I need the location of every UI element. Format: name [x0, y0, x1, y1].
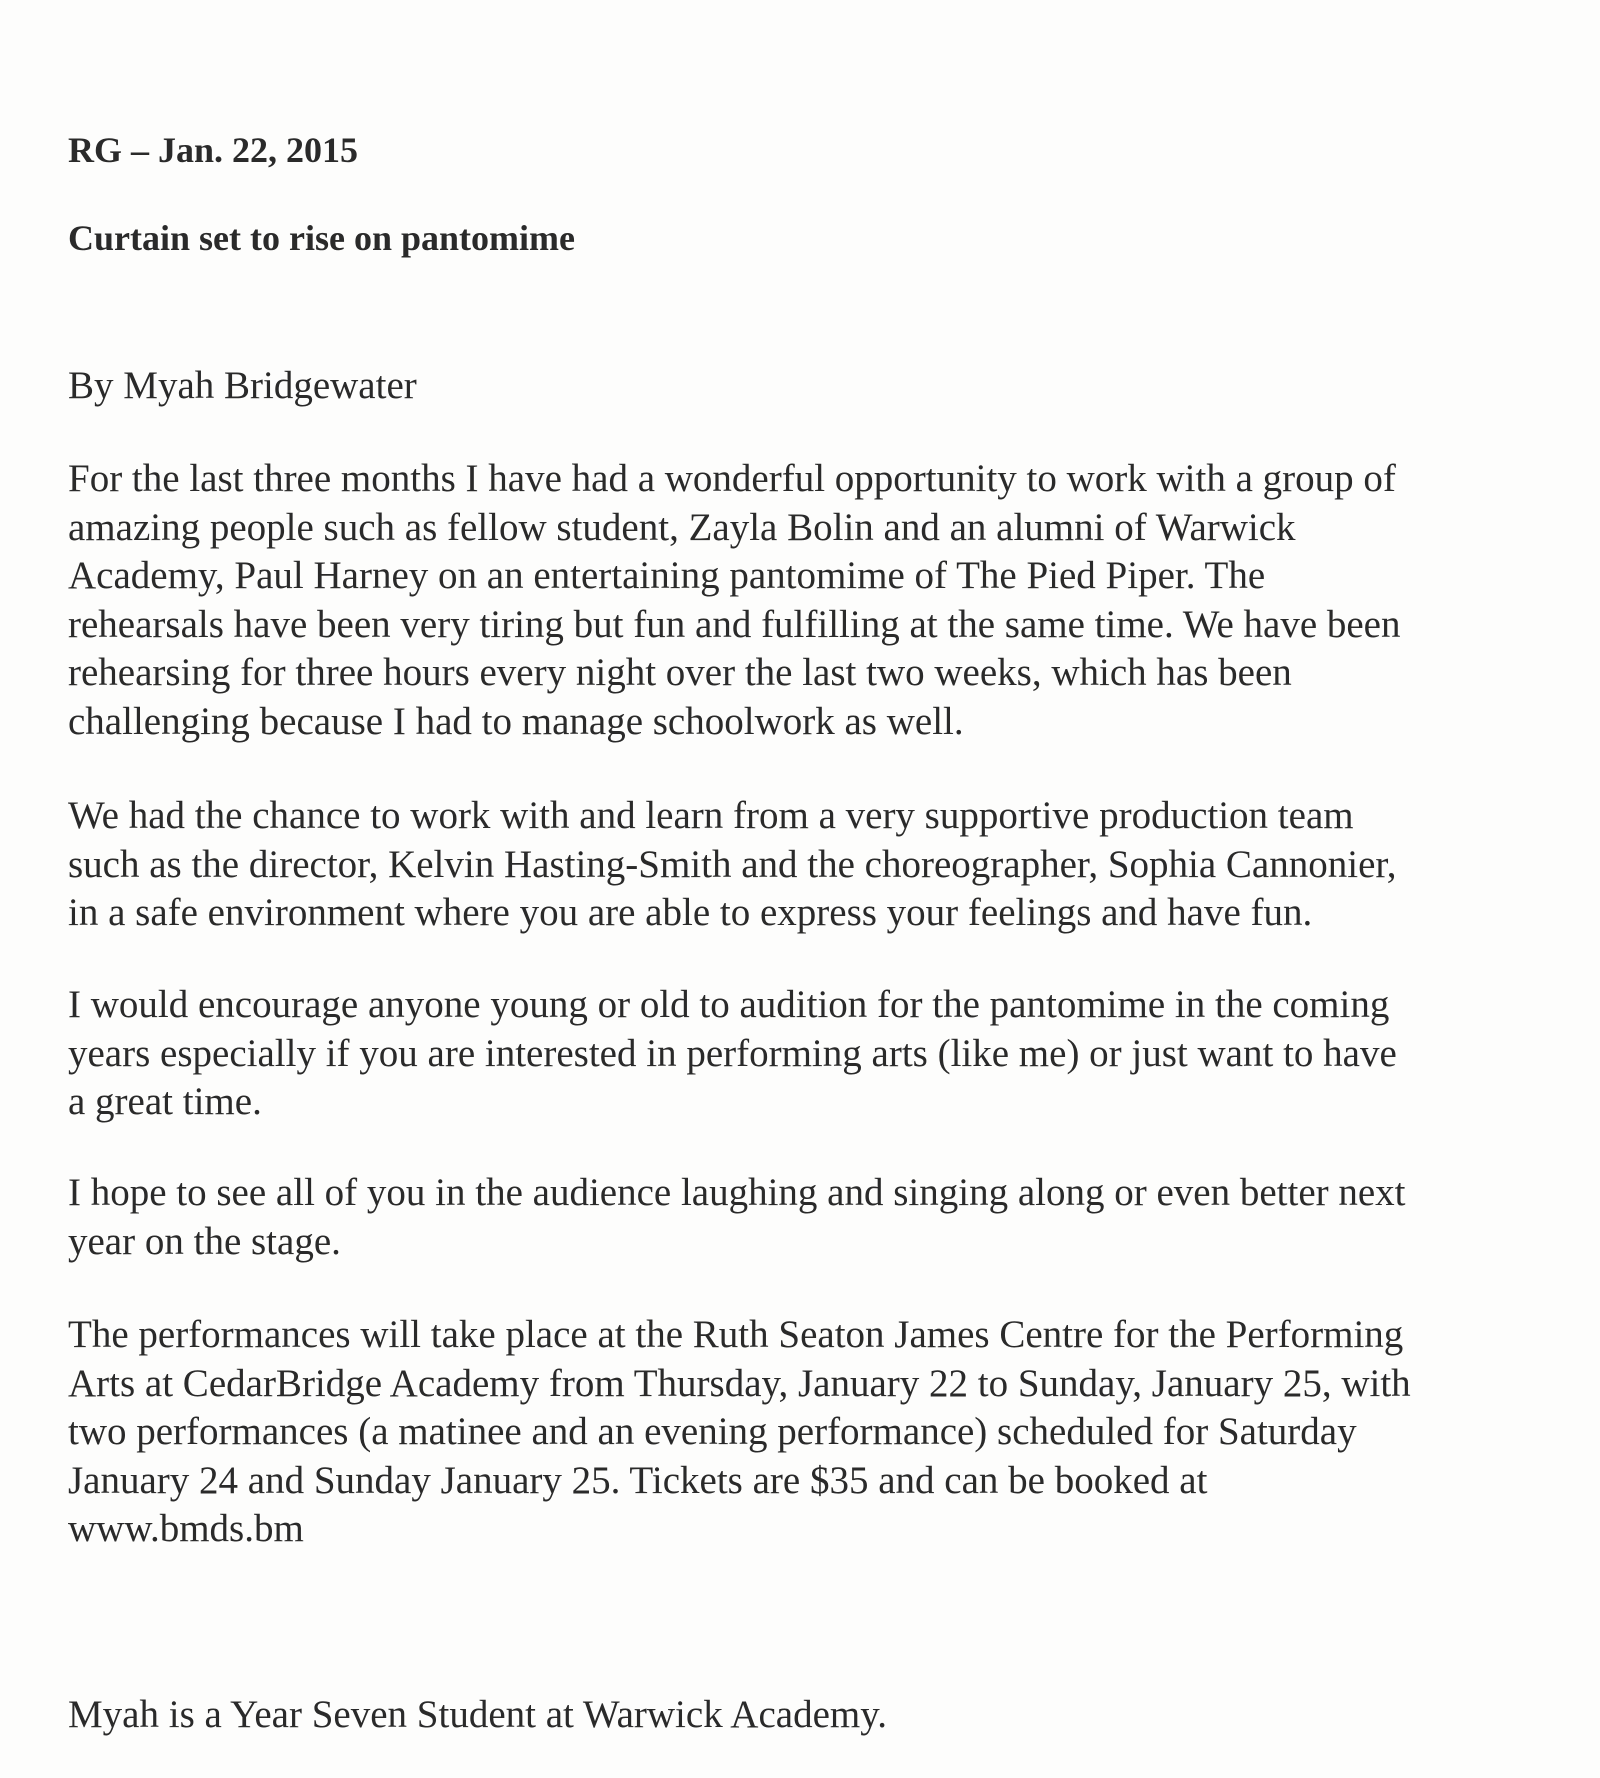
paragraph-line: January 24 and Sunday January 25. Tickets are $35 and can be booked at: [68, 1458, 1208, 1502]
paragraph-line: We had the chance to work with and learn from a very supportive production team: [68, 794, 1354, 837]
paragraph-line: Academy, Paul Harney on an entertaining pantomime of The Pied Piper. The: [68, 554, 1266, 597]
paragraph-line: in a safe environment where you are able to express your feelings and have fun.: [68, 891, 1313, 934]
paragraph-line: rehearsals have been very tiring but fun and fulfilling at the same time. We have been: [68, 602, 1401, 646]
header-date: RG – Jan. 22, 2015: [68, 130, 359, 170]
headline: Curtain set to rise on pantomime: [68, 218, 575, 258]
paragraph-line: years especially if you are interested in performing arts (like me) or just want to have: [68, 1031, 1397, 1075]
paragraph-line: rehearsing for three hours every night over the last two weeks, which has been: [68, 651, 1292, 694]
paragraph-encourage: [68, 981, 1548, 1127]
paragraph-line: such as the director, Kelvin Hasting-Smith and the choreographer, Sophia Cannonier,: [68, 842, 1397, 886]
paragraph-rehearsals: [68, 455, 1548, 746]
paragraph-line: I hope to see all of you in the audience laughing and singing along or even better next: [68, 1171, 1406, 1214]
paragraph-line: two performances (a matinee and an evening performance) scheduled for Saturday: [68, 1410, 1357, 1453]
paragraph-production-team: [68, 792, 1548, 938]
paragraph-line: Arts at CedarBridge Academy from Thursday, January 22 to Sunday, January 25, with: [68, 1361, 1411, 1405]
byline: By Myah Bridgewater: [68, 364, 417, 407]
paragraph-hope: [68, 1169, 1548, 1266]
paragraph-line: For the last three months I have had a wonderful opportunity to work with a group of: [68, 457, 1396, 500]
paragraph-line: Myah is a Year Seven Student at Warwick Academy.: [68, 1693, 887, 1736]
paragraph-performances: [68, 1311, 1548, 1554]
paragraph-line: year on the stage.: [68, 1219, 341, 1263]
paragraph-author-bio: [68, 1691, 1548, 1740]
paragraph-line: a great time.: [68, 1080, 262, 1123]
paragraph-line: amazing people such as fellow student, Zayla Bolin and an alumni of Warwick: [68, 505, 1296, 549]
paragraph-line: challenging because I had to manage schoolwork as well.: [68, 699, 964, 743]
paragraph-line: The performances will take place at the Ruth Seaton James Centre for the Performing: [68, 1313, 1404, 1356]
paragraph-line: www.bmds.bm: [68, 1507, 304, 1550]
paragraph-line: I would encourage anyone young or old to audition for the pantomime in the coming: [68, 983, 1390, 1026]
